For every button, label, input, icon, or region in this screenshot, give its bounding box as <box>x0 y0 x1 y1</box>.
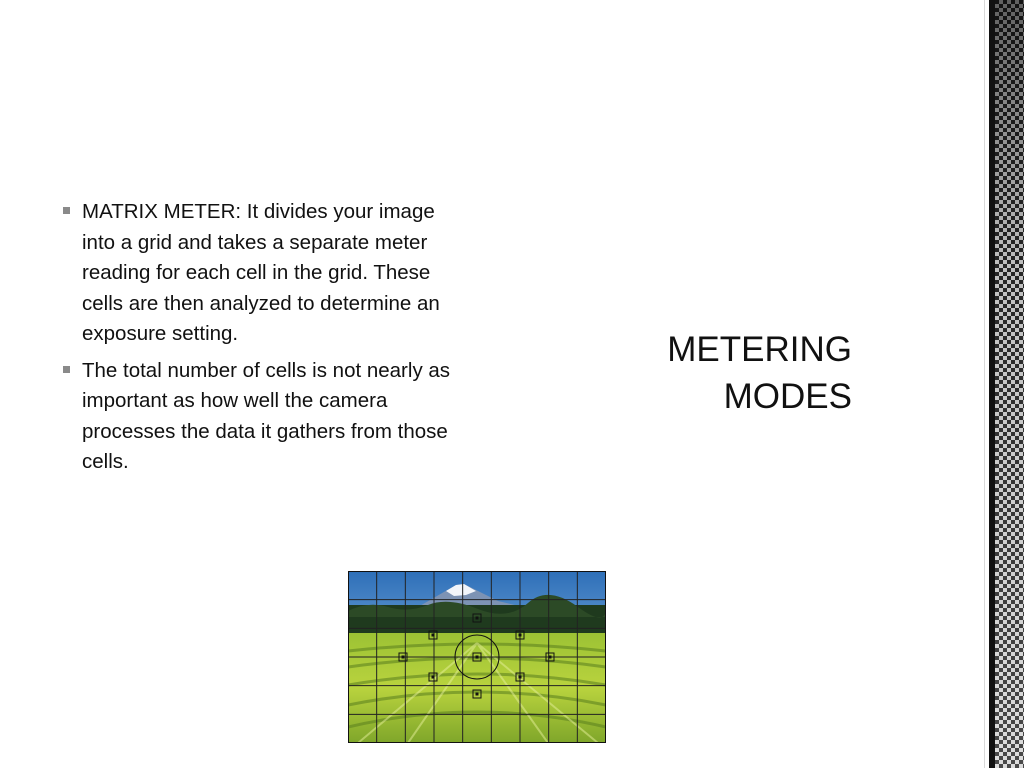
slide-title-text: METERING MODES <box>667 330 852 416</box>
bullet-text: MATRIX METER: It divides your image into a grid and takes a separate meter reading for each cell in the grid. These cells are then analyzed to determine an exposure setting. <box>82 200 440 345</box>
bullet-item <box>60 197 460 350</box>
decorative-edge-line <box>984 0 985 768</box>
matrix-metering-photo <box>348 571 606 743</box>
decorative-checker-shading <box>995 0 1024 768</box>
bullet-text: The total number of cells is not nearly as important as how well the camera processes the data it gathers from those cells. <box>82 358 451 473</box>
square-bullet-icon <box>63 207 70 214</box>
slide-title <box>640 326 852 420</box>
bullet-item <box>60 356 460 478</box>
body-text <box>60 197 460 484</box>
square-bullet-icon <box>63 366 70 373</box>
